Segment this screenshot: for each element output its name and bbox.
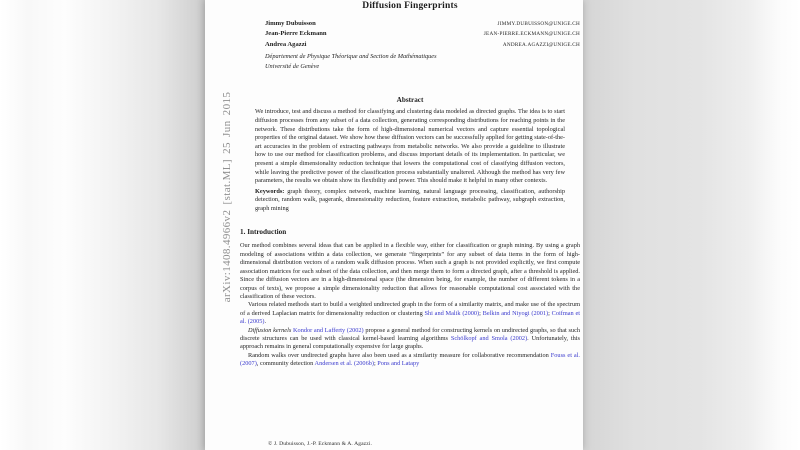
keywords-label: Keywords: [255, 187, 285, 195]
citation-link[interactable]: Shi and Malik (2000) [424, 309, 480, 317]
text-segment: , community detection [256, 360, 315, 368]
text-segment: ; [479, 309, 483, 317]
affiliation-line: Département de Physique Théorique and Section de Mathématiques [265, 53, 437, 61]
text-segment: Diffusion kernels [248, 326, 292, 334]
affiliation-line: Université de Genève [265, 62, 320, 70]
citation-link[interactable]: Belkin and Niyogi (2001) [482, 309, 549, 317]
author-row [265, 30, 580, 40]
text-segment: Random walks over undirected graphs have also been used as a similarity measure for collaborative recommendation [248, 351, 551, 359]
text-segment: ; [373, 360, 378, 368]
author-email: ANDREA.AGAZZI@UNIGE.CH [502, 41, 580, 48]
citation-link[interactable]: Fouss et al. (2007) [240, 351, 581, 368]
author-block [265, 20, 580, 51]
intro-paragraph [240, 327, 580, 352]
paper-page [205, 0, 583, 450]
keywords-paragraph [255, 188, 565, 214]
intro-paragraph [240, 242, 580, 301]
author-row [265, 41, 580, 51]
text-segment: propose a general method for constructing kernels on undirected graphs, so that such discrete structures can be used with classical kernel-based learning algorithms [240, 326, 581, 342]
paper-title: Diffusion Fingerprints [362, 1, 458, 11]
abstract-section [255, 96, 565, 213]
citation-link[interactable]: Coifman et al. (2005) [240, 309, 581, 326]
keywords-text: graph theory, complex network, machine learning, natural language processing, classification, authorship detection, random walk, pagerank, dimensionality reduction, feature extraction, metabolic pathway, subgraph extraction, graph mining [255, 187, 565, 212]
abstract-heading: Abstract [396, 96, 424, 105]
section-heading-introduction: 1. Introduction [240, 228, 287, 237]
citation-link[interactable]: Schölkopf and Smola (2002) [450, 334, 528, 342]
citation-link[interactable]: Pons and Latapy [377, 360, 420, 368]
citation-link[interactable]: Kondor and Lafferty (2002) [293, 326, 364, 334]
author-name: Andrea Agazzi [265, 40, 307, 48]
affiliation-block [265, 52, 580, 71]
text-segment: . Unfortunately, this approach remains in general computationally expensive for large graphs. [240, 334, 580, 351]
author-email: JIMMY.DUBUISSON@UNIGE.CH [497, 21, 580, 27]
abstract-text: We introduce, test and discuss a method for classifying and clustering data modeled as directed graphs. The idea is to start diffusion processes from any subset of a data collection, generating corresponding distributions for reaching points in the network. These distributions take the form of high-dimensional numerical vectors and capture essential topological properties of the original dataset. We show how these diffusion vectors can be successfully applied for getting state-of-the-art accuracies in the problem of extracting pathways from metabolic networks. We also provide a guideline to illustrate how to use our method for classification problems, and discuss important details of its implementation. In particular, we present a simple dimensionality reduction technique that lowers the computational cost of classifying diffusion vectors, while leaving the predictive power of the classification process substantially unaltered. Although the method has very few parameters, the results we obtain show its flexibility and power. This should make it helpful in many other contexts. [255, 108, 565, 185]
author-name: Jimmy Dubuisson [265, 20, 316, 27]
author-name: Jean-Pierre Eckmann [265, 30, 327, 38]
intro-paragraph [240, 352, 580, 369]
arxiv-sidebar-label: arXiv:1408.4966v2 [stat.ML] 25 Jun 2015 [221, 91, 233, 303]
paper-content [240, 0, 580, 369]
text-segment: . [264, 318, 267, 326]
citation-link[interactable]: Andersen et al. (2006b) [314, 360, 374, 368]
author-email: JEAN-PIERRE.ECKMANN@UNIGE.CH [483, 31, 580, 38]
text-segment: Various related methods start to build a weighted undirected graph in the form of a similarity matrix, and make use of the spectrum of a derived Laplacian matrix for dimensionality reduction or clustering [240, 301, 580, 317]
copyright-footer: © J. Dubuisson, J.-P. Eckmann & A. Agazzi. [268, 441, 373, 447]
text-segment: ; [548, 309, 552, 317]
text-segment: Our method combines several ideas that can be applied in a flexible way, either for classification or graph mining. By using a graph modeling of associations within a data collection, we generate “fingerprints” for any subset of data items in the form of high-dimensional distribution vectors of a random walk diffusion process. When such a graph is not provided explicitly, we first compute association matrices for each subset of the data collection, and then merge them to form a directed graph, after a threshold is applied. Since the diffusion vectors are in a high-dimensional space (the dimension being, for example, the number of different tokens in a corpus of texts), we propose a simple dimensionality reduction that allows for reasonable computational cost associated with the classification of these vectors. [240, 242, 580, 300]
author-row [265, 20, 580, 30]
intro-paragraph [240, 301, 580, 326]
